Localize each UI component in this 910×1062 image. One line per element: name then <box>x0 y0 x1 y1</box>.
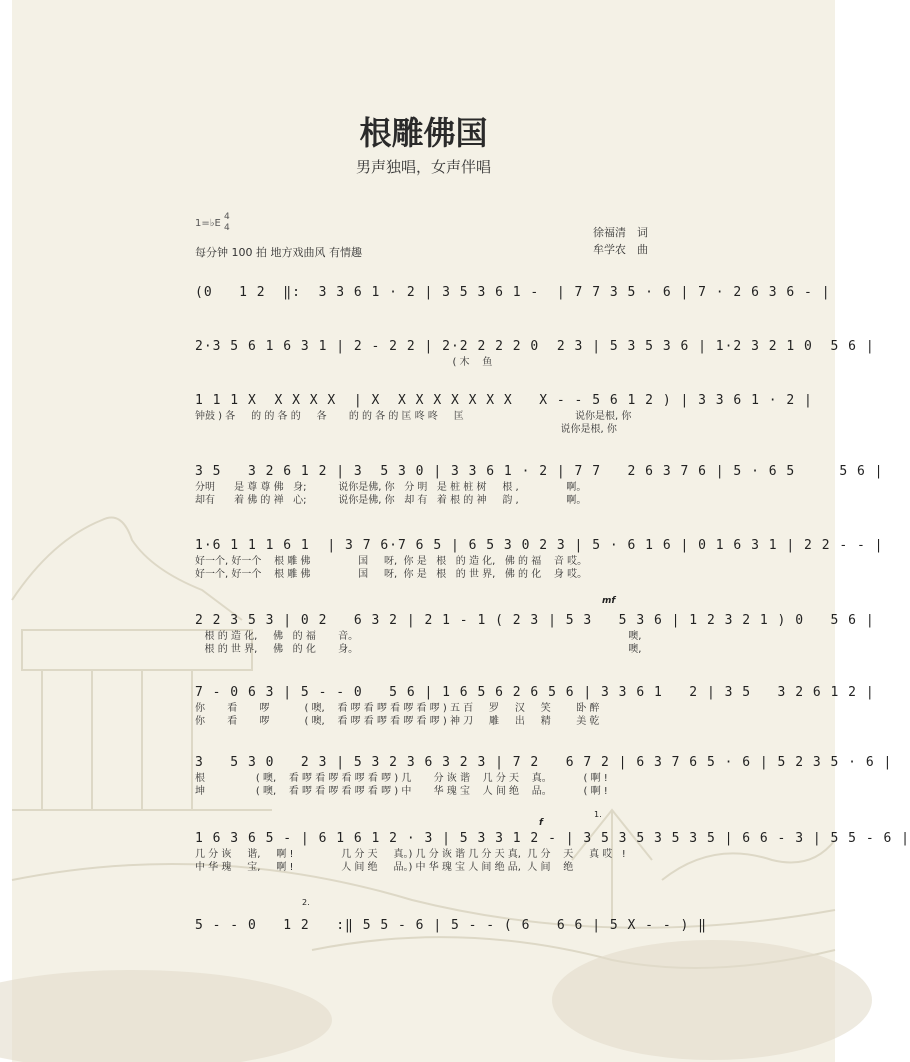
key-signature: 1=♭E 4 4 <box>195 212 230 233</box>
volta-1: 1. <box>594 810 602 819</box>
lyric-line: 好一个, 好一个 根 雕 佛 国 呀, 你 是 根 的 造 化, 佛 的 福 音 哎。 <box>195 556 588 567</box>
staff-system-1 <box>195 284 831 302</box>
score-page <box>12 0 910 1062</box>
lyric-line: 分明 是 尊 尊 佛 身; 说你是佛, 你 分 明 是 桩 桩 树 根 , 啊。 <box>195 482 587 493</box>
notation-line: 1·6 1 1 1 6 1 | 3 7 6·7 6 5 | 6 5 3 0 2 3 | 5 · 6 1 6 | 0 1 6 3 1 | 2 2 - - | <box>195 538 884 553</box>
staff-system-6 <box>195 612 875 656</box>
lyric-line: 根 ( 噢, 看 啰 看 啰 看 啰 看 啰 ) 几 分 诙 谐 几 分 天 真。 ( 啊 ! <box>195 773 608 784</box>
staff-system-8 <box>195 754 893 798</box>
lyric-line: 你 看 啰 ( 噢, 看 啰 看 啰 看 啰 看 啰 ) 五 百 罗 汉 笑 卧 醉 <box>195 703 600 714</box>
lyric-line: 几 分 诙 谐, 啊 ! 几 分 天 真。) 几 分 诙 谐 几 分 天 真, 几 分 天 真 哎 ! <box>195 849 626 860</box>
notation-line: 2·3 5 6 1 6 3 1 | 2 - 2 2 | 2·2 2 2 2 0 2 3 | 5 3 5 3 6 | 1·2 3 2 1 0 5 6 | <box>195 339 875 354</box>
staff-system-2 <box>195 338 875 369</box>
lyric-line: 好一个, 好一个 根 雕 佛 国 呀, 你 是 根 的 世 界, 佛 的 化 身 哎。 <box>195 569 588 580</box>
lyric-line: 根 的 造 化, 佛 的 福 音。 噢, <box>195 631 642 642</box>
lyric-line: 根 的 世 界, 佛 的 化 身。 噢, <box>195 644 642 655</box>
lyric-line: 你 看 啰 ( 噢, 看 啰 看 啰 看 啰 看 啰 ) 神 刀 雕 出 精 美 乾 <box>195 716 600 727</box>
notation-line: 3 5 3 0 2 3 | 5 3 2 3 6 3 2 3 | 7 2 6 7 2 | 6 3 7 6 5 · 6 | 5 2 3 5 · 6 | <box>195 755 893 770</box>
lyric-line: 中 华 瑰 宝, 啊 ! 人 间 绝 品。) 中 华 瑰 宝 人 间 绝 品, 人 间 绝 <box>195 862 574 873</box>
notation-line: 5 - - 0 1 2 :‖ 5 5 - 6 | 5 - - ( 6 6 6 | 5 X - - ) ‖ <box>195 918 707 933</box>
song-title: 根雕佛国 <box>359 114 488 152</box>
lyric-line: 钟鼓 ) 各 的 的 各 的 各 的 的 各 的 匡 咚 咚 匡 说你是根, 你 <box>195 411 632 422</box>
staff-system-4 <box>195 463 884 507</box>
notation-line: 1 6 3 6 5 - | 6 1 6 1 2 · 3 | 5 3 3 1 2 - | 3 5 3 5 3 5 3 5 | 6 6 - 3 | 5 5 - 6 | <box>195 831 910 846</box>
staff-system-5 <box>195 537 884 581</box>
volta-2: 2. <box>302 898 310 907</box>
tempo-marking: 每分钟 100 拍 地方戏曲风 有情趣 <box>195 246 362 259</box>
lyric-line: 坤 ( 噢, 看 啰 看 啰 看 啰 看 啰 ) 中 华 瑰 宝 人 间 绝 品。 ( 啊 ! <box>195 786 608 797</box>
lyric-line: ( 木 鱼 <box>195 357 493 368</box>
credits: 徐福清 词 牟学农 曲 <box>593 226 648 256</box>
song-subtitle: 男声独唱，女声伴唱 <box>355 158 491 176</box>
staff-system-7 <box>195 684 875 728</box>
lyric-line: 说你是根, 你 <box>195 424 617 435</box>
lyric-line: 却有 着 佛 的 禅 心; 说你是佛, 你 却 有 着 根 的 神 韵 , 啊。 <box>195 495 587 506</box>
notation-line: (0 1 2 ‖: 3 3 6 1 · 2 | 3 5 3 6 1 - | 7 7 3 5 · 6 | 7 · 2 6 3 6 - | <box>195 285 831 300</box>
notation-line: 7 - 0 6 3 | 5 - - 0 5 6 | 1 6 5 6 2 6 5 6 | 3 3 6 1 2 | 3 5 3 2 6 1 2 | <box>195 685 875 700</box>
staff-system-10 <box>195 917 707 935</box>
staff-system-9 <box>195 830 910 874</box>
notation-line: 1 1 1 X X X X X | X X X X X X X X X - - 5 6 1 2 ) | 3 3 6 1 · 2 | <box>195 393 813 408</box>
notation-line: 2 2 3 5 3 | 0 2 6 3 2 | 2 1 - 1 ( 2 3 | 5 3 5 3 6 | 1 2 3 2 1 ) 0 5 6 | <box>195 613 875 628</box>
dynamic-f: f <box>539 818 543 828</box>
staff-system-3 <box>195 392 813 436</box>
dynamic-mf: mf <box>602 596 616 606</box>
notation-line: 3 5 3 2 6 1 2 | 3 5 3 0 | 3 3 6 1 · 2 | 7 7 2 6 3 7 6 | 5 · 6 5 5 6 | <box>195 464 884 479</box>
